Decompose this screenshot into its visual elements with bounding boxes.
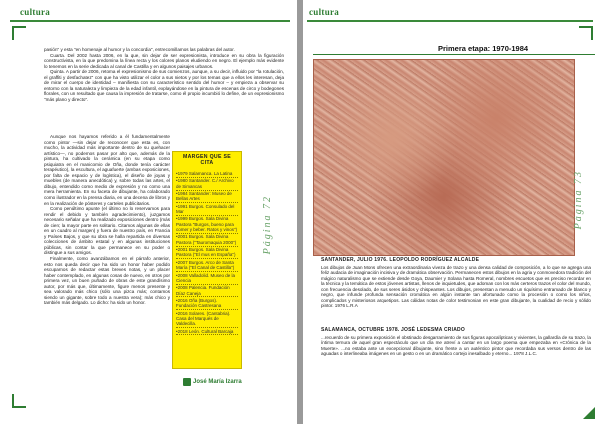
cultura-logo: cultura	[20, 7, 51, 17]
paragraph: Quinta. A partir de 2006, retoma el expresionismo de sus comienzos, aunque, a su decir, influido por "la rotulación, el graffiti y desfachatez" con que ha visto utilizar el color a sus nietos y por los temas que a ellos les interesan, deja de mirar el cuerpo de identidad – manifiesta con su característico sentido del humor – y empieza a observar su entorno con la naturaleza y limpieza de la edad infantil, explayándose en la pintura de escenas de circo y bodegones florales, con un resultado que causa la impresión de tratarse, como él propio incumbió lo define, de un expresionismo "más plano y directo".	[44, 69, 284, 102]
page-number: Página 72	[262, 195, 273, 255]
list-item: •2007 Burgos. Arco de Santa María ("El Canal de Castilla")	[176, 260, 238, 272]
section-rule	[313, 54, 595, 55]
paragraph: Aunque nos hayamos referido a él fundamentalmente como pintor —sin dejar de reconocer que esta es, con mucho, la actividad más importante dentro de su quehacer artístico—, no podemos pasar por alto que, además de la pintura, ha cultivado la cerámica (en su etapa como psiquiatra en el manicomio de Oña, donde tenía carácter terapéutico), la escultura, el aguafuerte (ambas exposiciones, por falta de espacio y de logística), el diseño de joyas y muebles (de manera anecdótica) y, sobre todas las artes, el dibujo, entendido como medio de expresión y no como una mera herramienta. En su faceta de dibujante, ha colaborado como ilustrador en la prensa diaria, en una decena de libros y en la realización de pósteres y carteles publicitarios.	[44, 134, 170, 206]
review-caption	[321, 328, 591, 357]
list-item: •1980 Santander. C./ Archivo de Simancas	[176, 178, 238, 190]
expressionist-drawing-image	[313, 59, 575, 256]
review-title: SALAMANCA, OCTUBRE 1978. JOSÉ LEDESMA CRIADO	[321, 327, 465, 333]
list-item: •2008 Valladolid. Museo de la Ciencia	[176, 273, 238, 285]
corner-ornament-icon	[12, 394, 26, 408]
author-mark-icon	[183, 378, 191, 386]
right-page	[303, 0, 600, 424]
list-item: •1999 Burgos. Sala Divina Pastora "Burgos, bueno para comer y beber. Ratos y vinos")	[176, 216, 238, 233]
left-page	[0, 0, 297, 424]
corner-ornament-icon	[579, 26, 593, 40]
review-caption	[321, 258, 591, 309]
paragraph: Como penúltimo apunte (el último no lo reservamos para rendir el debido y también agradecimiento), juzgamos necesario señalar que ha realizado exposiciones dentro (más de cien; la mayor parte en solitario. Citamos algunas de ellas en un cuadro al margen) y fuera de nuestro país, en Francia y Países Bajos, y que su obra se halla repartida en diversas colecciones de ámbito estatal y en algunas instituciones públicas, sin contar la que permanece en su poder o distingue a sus amigos.	[44, 206, 170, 256]
list-item: •1979 Salamanca. La Latina	[176, 171, 238, 178]
author-name: José María Izarra	[193, 379, 242, 385]
review-text: Los dibujos de Juan Mons ofrecen una extraordinaria viveza de trazo y una densa calidad de composición, a lo que se agrega una feliz audacia de imaginación incisiva y de dramática observación. Permanecen estos dibujos en la agria y conmovedora tradición del mágico naturalismo que se extiende desde Goya, Daumier y Solana hasta Romeral, nombres escuetos que es preciso recordar en la técnica y la temática de estos jóvenes artistas, llenos de inquietudes, que adoman con los más certeros trazos el color del mundo, con frecuencia desolado, de sus seres ásidos y chispeantes. Los dibujos, presentan a menudo un riquísimo entramado de blanco y negro, que infunde profunda sensación cromática en algún instante tan afortunado como la procesión o como los niños, complicados y misteriosos arquetipos. Las cálidas notas de color testimonian en este gran dibujante, la cualidad de recio y sólido pintor. 1976 L.R.A	[321, 264, 591, 309]
list-item: •2001 Burgos. Sala Divina Pastora ("El mus en España")	[176, 247, 238, 259]
article-column-left	[44, 134, 170, 306]
header-rule	[307, 20, 593, 22]
article-column-top	[44, 47, 284, 102]
paragraph: Cuarta. Del 2002 hasta 2006, en la que, sin dejar de ser expresionista, introduce en su obra la figuración constructivista, en la que predomina la línea recta y los colores planos eludiendo en negro. El ejemplo más evidente lo tenemos en la serie dedicada al canal de Castilla y en algunos paisajes urbanos.	[44, 52, 284, 69]
list-item: •2001 Burgos. Sala Divina Pastora ("Tauromaquia 2000")	[176, 234, 237, 245]
paragraph: Finalmente, como avanzábamos en el párrafo anterior, esto nos queda decir que ha sido un honor haber podido escuparnos de redactar estas breves notas, y un placer haber contemplado, en algunas cosas de nuevo, en otros por primera vez, un buen puñado de obras de este grandísimo autor, por más que, últimamente, figure menos presente y sea valorado más chico (sólo una pizca más; contamos siendo un gigante, sobre todo a nuestra vera); más chico y también más delgado. Lo dicho: ha sido un honor.	[44, 256, 170, 306]
list-item: •2016 Solares. (Cantabria). Casa del Marqués de Valdecilla.	[176, 311, 238, 329]
list-item: •1984 Santander: Museo de Bellas Artes	[176, 191, 238, 203]
review-text: ...recuerdo de su primera exposición el obstinado desgarramiento de sus figuras apocalípticas y vivientes, la gallardía de su trazo, la íntima ternura de aquel gran espectáculo que un día me atreví a cantar en un largo poema que empezaba en «Crónica de la Muerte». ...no estaba ante un excepcional dibujante, sino frente a un auténtico pintor que recordaba sus versos dentro de las aguadas o interlineaba imágenes en un gesto o en un dramático cortejo inesalbado y eterno... 1978 J.L.C.	[321, 334, 591, 357]
header-rule	[10, 20, 290, 22]
review-title: SANTANDER, JULIO 1976. LEOPOLDO RODRÍGUEZ ALCALDE	[321, 257, 480, 263]
list-item: •1991 Burgos. Consulado del Mar	[176, 204, 238, 216]
cultura-logo: cultura	[309, 7, 340, 17]
sidebar-title: MARGEN QUE SE CITA	[183, 154, 231, 166]
list-item: •2018 León. Cultural Barcaja	[176, 329, 238, 336]
exhibitions-list	[176, 171, 238, 335]
paragraph: pasión" y esta "en homenaje al humor y la concordia", entrecomillamos las palabras del autor.	[44, 47, 235, 52]
page-number: Página 73	[573, 170, 584, 230]
exhibitions-sidebar	[172, 151, 242, 369]
section-title: Primera etapa: 1970-1984	[438, 44, 529, 53]
corner-ornament-icon	[12, 26, 26, 40]
corner-leaf-icon	[582, 406, 596, 420]
list-item: •2008 Palencia. Fundación Díaz Caneja	[176, 285, 238, 297]
author-signature	[183, 378, 242, 386]
list-item: •2016 Oña (Burgos). Fundación Castresana	[176, 298, 238, 310]
